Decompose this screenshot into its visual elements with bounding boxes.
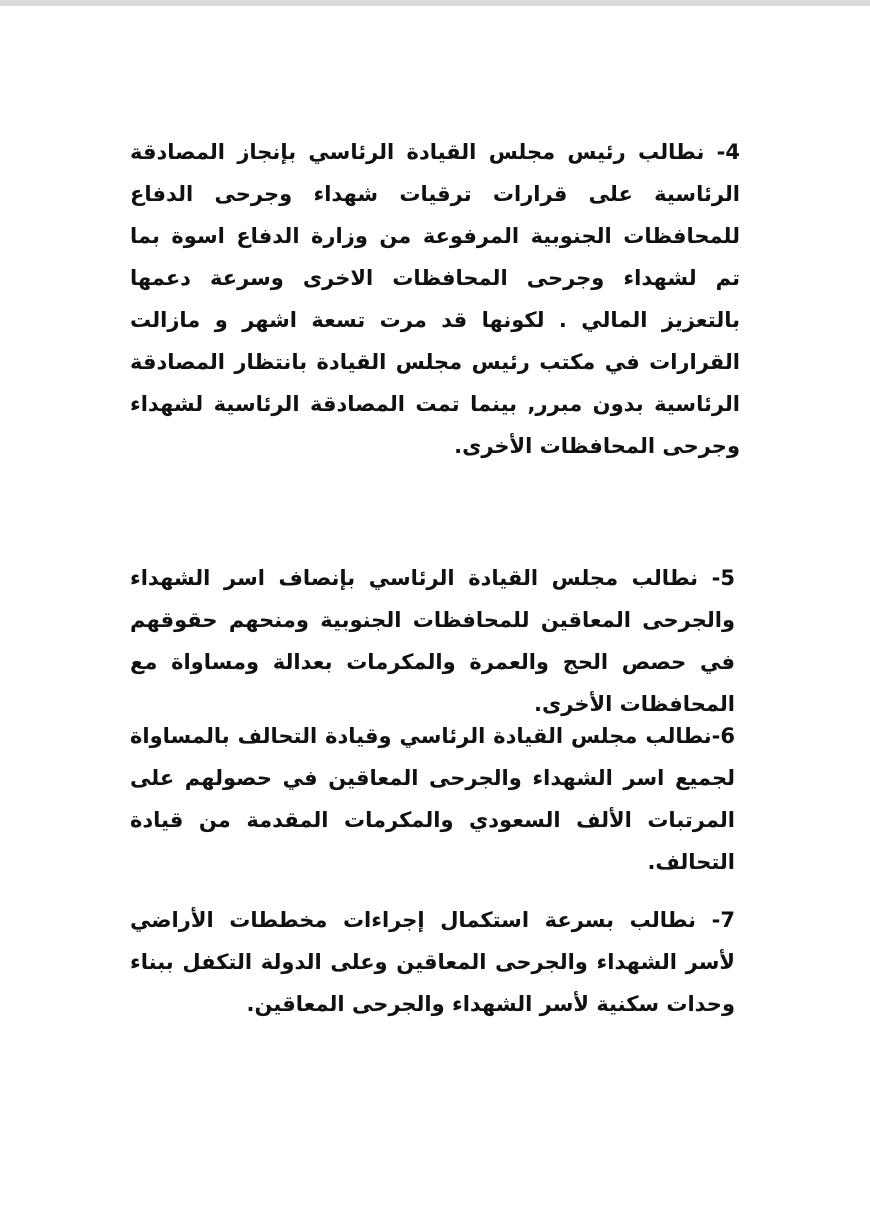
item-text: نطالب مجلس القيادة الرئاسي وقيادة التحالف بالمساواة لجميع اسر الشهداء والجرحى المعاقين في حصولهم على المرتبات الألف السعودي والمكرمات المقدمة من قيادة التحالف. bbox=[130, 724, 735, 874]
item-text: نطالب رئيس مجلس القيادة الرئاسي بإنجاز المصادقة الرئاسية على قرارات ترقيات شهداء وجرحى الدفاع للمحافظات الجنوبية المرفوعة من وزارة الدفاع اسوة بما تم لشهداء وجرحى المحافظات الاخرى وسرعة دعمها بالتعزيز المالي . لكونها قد مرت تسعة اشهر و مازالت القرارات في مكتب رئيس مجلس القيادة بانتظار المصادقة الرئاسية بدون مبرر, بينما تمت المصادقة الرئاسية لشهداء وجرحى المحافظات الأخرى. bbox=[130, 140, 740, 458]
document-page bbox=[0, 6, 870, 1212]
item-text: نطالب مجلس القيادة الرئاسي بإنصاف اسر الشهداء والجرحى المعاقين للمحافظات الجنوبية ومنحهم حقوقهم في حصص الحج والعمرة والمكرمات بعدالة ومساواة مع المحافظات الأخرى. bbox=[130, 566, 735, 716]
item-number: 6- bbox=[711, 724, 735, 748]
item-number: 4- bbox=[716, 140, 740, 164]
item-text: نطالب بسرعة استكمال إجراءات مخططات الأراضي لأسر الشهداء والجرحى المعاقين وعلى الدولة التكفل ببناء وحدات سكنية لأسر الشهداء والجرحى المعاقين. bbox=[130, 908, 735, 1016]
demand-item-6 bbox=[130, 715, 735, 883]
demand-item-5 bbox=[130, 557, 735, 725]
item-number: 7- bbox=[711, 908, 736, 932]
demand-item-7 bbox=[130, 899, 735, 1025]
item-number: 5- bbox=[711, 566, 735, 590]
demand-item-4 bbox=[130, 131, 740, 467]
